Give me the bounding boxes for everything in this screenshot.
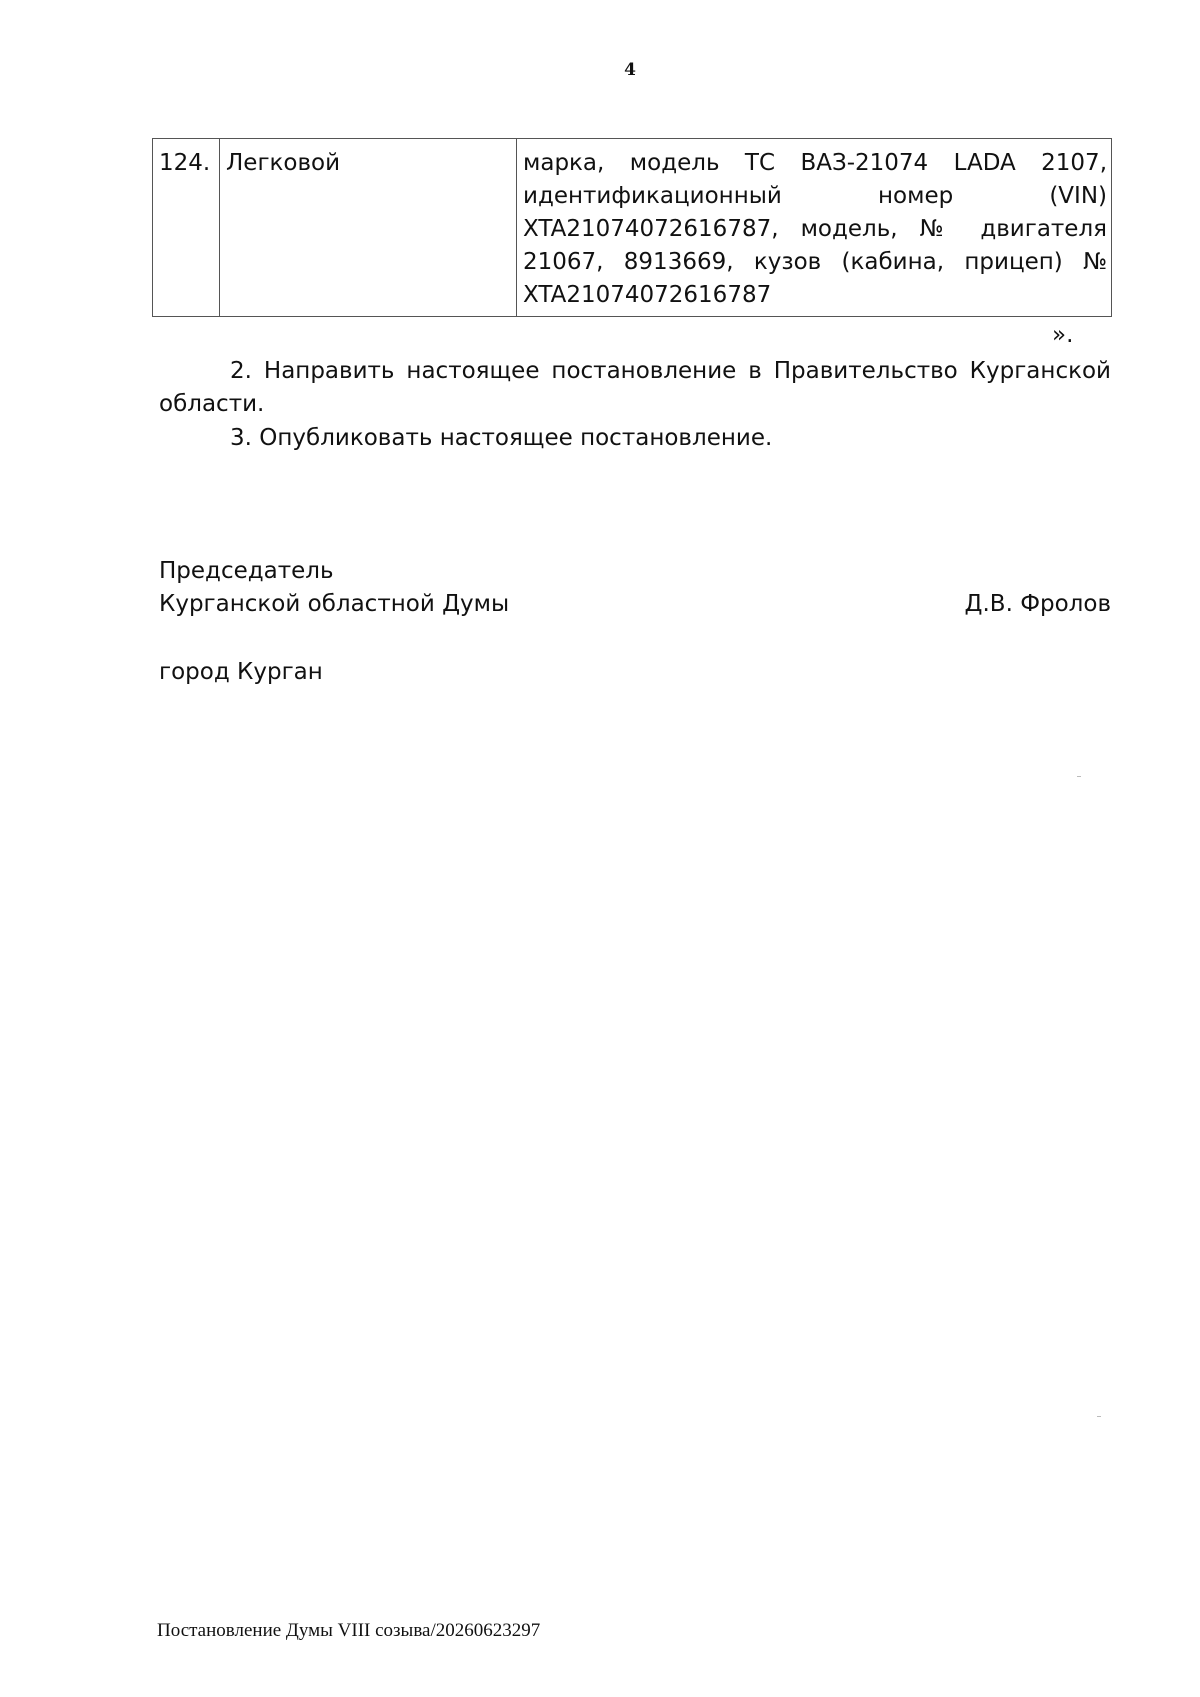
paragraph-2: 2. Направить настоящее постановление в Правительство Курганской области. (159, 358, 1111, 417)
vehicle-type-cell: Легковой (220, 139, 517, 317)
signer-position-line1: Председатель (159, 558, 334, 584)
scan-speck (1077, 776, 1081, 777)
city-line: город Курган (159, 659, 323, 685)
signature-block (159, 555, 1111, 621)
signer-name: Д.В. Фролов (964, 591, 1111, 617)
vehicle-table (152, 138, 1112, 317)
footer-document-id: Постановление Думы VIII созыва/20260623297 (157, 1620, 541, 1641)
page-number: 4 (624, 60, 636, 80)
signer-position-line2: Курганской областной Думы (159, 591, 510, 617)
row-number-cell: 124. (153, 139, 220, 317)
paragraph-3: 3. Опубликовать настоящее постановление. (230, 425, 773, 451)
scan-speck (1097, 1416, 1101, 1417)
vehicle-description-cell: марка, модель ТС ВАЗ-21074 LADA 2107, идентификационный номер (VIN) XTA21074072616787, модель, № двигателя 21067, 8913669, кузов (кабина, прицеп) № XTA21074072616787 (517, 139, 1112, 317)
table-row (153, 139, 1112, 317)
closing-quote: ». (1052, 322, 1074, 348)
